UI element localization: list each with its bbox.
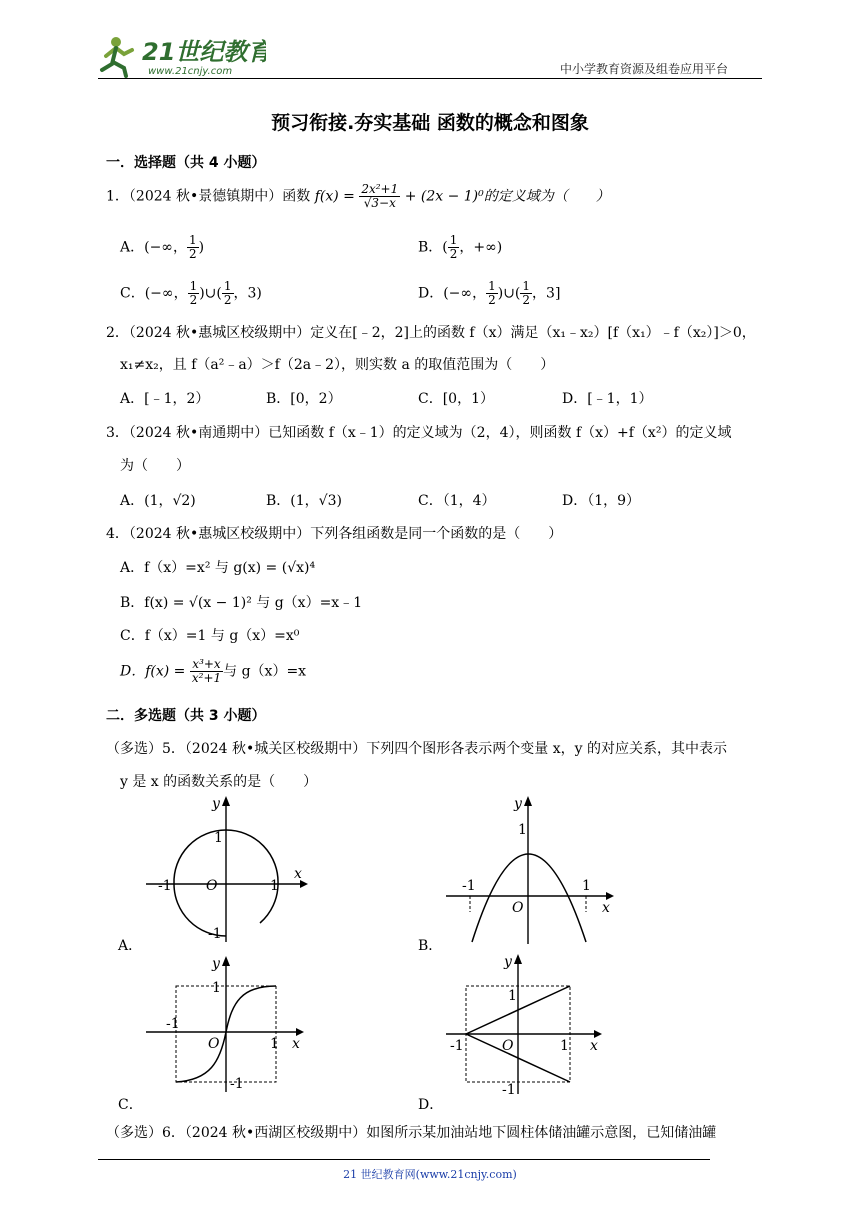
- q1-a-end: ): [198, 239, 205, 256]
- header-divider: [98, 78, 762, 79]
- graph-c-figure: [140, 952, 310, 1098]
- graph-b-y-one: 1: [518, 822, 527, 838]
- q1-b-text: B．(: [418, 239, 448, 256]
- question-3-line-1: 3．（2024 秋•南通期中）已知函数 f（x﹣1）的定义域为（2，4），则函数 f（x）+f（x²）的定义域: [106, 425, 732, 441]
- graph-b-figure: [440, 792, 620, 948]
- footer-text[interactable]: 21 世纪教育网(www.21cnjy.com): [343, 1168, 517, 1181]
- graph-c-y-one: 1: [212, 980, 221, 996]
- runner-logo-icon: [96, 34, 266, 78]
- q1-d-half2: [520, 280, 532, 307]
- logo-url-text: www.21cnjy.com: [148, 66, 233, 77]
- section-heading-single-choice: 一．选择题（共 4 小题）: [106, 155, 266, 171]
- graph-a-label[interactable]: A．: [118, 938, 143, 954]
- graph-a-y-label: y: [212, 796, 220, 812]
- q1-c-half1: [188, 280, 200, 307]
- graph-a-y-neg-one: -1: [208, 926, 222, 942]
- question-3-line-2: 为（ ）: [120, 458, 190, 474]
- half-num: 1: [449, 233, 458, 247]
- question-2-line-1: 2．（2024 秋•惠城区校级期中）定义在[﹣2，2]上的函数 f（x）满足（x₁﹣x₂）[f（x₁）﹣f（x₂）]＞0，: [106, 325, 756, 341]
- q4-option-a[interactable]: A．f（x）=x² 与 g(x) = (√x)⁴: [120, 560, 316, 576]
- graph-d-label[interactable]: D．: [418, 1097, 444, 1113]
- graph-d[interactable]: [440, 952, 610, 1098]
- half-den: 2: [449, 247, 458, 261]
- half-den: 2: [488, 293, 496, 307]
- q2-option-b[interactable]: B．[0，2）: [266, 391, 342, 407]
- q1-d-text: D．(−∞，: [418, 285, 487, 302]
- q3-option-d[interactable]: D．（1，9）: [562, 493, 641, 509]
- half-den: 2: [188, 247, 197, 261]
- q4-option-d[interactable]: [120, 658, 306, 685]
- half-den: 2: [189, 293, 198, 307]
- q1-tail: + (2x − 1)⁰的定义域为（ ）: [404, 188, 610, 205]
- q1-a-half: [187, 234, 199, 261]
- graph-c-y-label: y: [212, 956, 220, 972]
- half-num: 1: [223, 279, 232, 293]
- graph-c-label[interactable]: C．: [118, 1097, 143, 1113]
- page-title: 预习衔接.夯实基础 函数的概念和图象: [271, 112, 589, 134]
- half-num: 1: [188, 233, 197, 247]
- q2-option-c[interactable]: C．[0，1）: [418, 391, 494, 407]
- graph-c-y-neg-one: -1: [230, 1076, 244, 1092]
- graph-b-x-neg-one: -1: [462, 878, 476, 894]
- half-den: 2: [223, 293, 232, 307]
- graph-d-x-one: 1: [560, 1038, 569, 1054]
- site-logo: [96, 34, 266, 78]
- graph-b-label[interactable]: B．: [418, 938, 443, 954]
- q1-d-half1: [486, 280, 498, 307]
- graph-d-origin: O: [502, 1038, 514, 1054]
- q1-option-c[interactable]: [120, 280, 262, 307]
- q3-option-b[interactable]: B．(1，√3): [266, 493, 342, 509]
- q1-d-end: ，3]: [532, 285, 561, 302]
- q1-option-a[interactable]: [120, 234, 204, 261]
- q1-b-end: ，+∞): [459, 239, 503, 256]
- question-6-line-1: （多选）6．（2024 秋•西湖区校级期中）如图所示某加油站地下圆柱体储油罐示意图，已知储油罐: [106, 1125, 717, 1141]
- q4-d-num: x³+x: [190, 658, 223, 672]
- platform-name: 中小学教育资源及组卷应用平台: [560, 62, 729, 76]
- q4-d-fraction: [190, 658, 223, 685]
- graph-d-figure: [440, 952, 610, 1098]
- q1-frac-den: √3−x: [363, 196, 396, 210]
- graph-a[interactable]: [140, 792, 310, 948]
- q1-d-mid: )∪(: [497, 285, 521, 302]
- question-5-line-2: y 是 x 的函数关系的是（ ）: [120, 774, 318, 790]
- graph-c-origin: O: [208, 1036, 220, 1052]
- q2-option-a[interactable]: A．[﹣1，2）: [120, 391, 210, 407]
- q4-option-b[interactable]: B．f(x) = √(x − 1)² 与 g（x）=x﹣1: [120, 595, 363, 611]
- q1-c-half2: [222, 280, 234, 307]
- q1-prefix: 1．（2024 秋•景德镇期中）函数: [106, 188, 311, 205]
- graph-a-x-label: x: [294, 866, 302, 882]
- graph-b-y-label: y: [514, 796, 522, 812]
- graph-a-x-one: 1: [270, 878, 279, 894]
- graph-b-x-one: 1: [582, 878, 591, 894]
- q1-a-text: A．(−∞，: [120, 239, 187, 256]
- graph-c-x-neg-one: -1: [166, 1016, 180, 1032]
- graph-c[interactable]: [140, 952, 310, 1098]
- q4-d-pre: D．f(x) =: [120, 663, 186, 680]
- q1-c-text: C．(−∞，: [120, 285, 188, 302]
- q1-c-end: ，3): [233, 285, 262, 302]
- q4-d-den: x²+1: [191, 671, 222, 685]
- graph-d-y-one: 1: [508, 988, 517, 1004]
- q1-c-mid: )∪(: [199, 285, 222, 302]
- graph-a-origin: O: [206, 878, 218, 894]
- graph-d-y-label: y: [504, 954, 512, 970]
- question-5-line-1: （多选）5．（2024 秋•城关区校级期中）下列四个图形各表示两个变量 x，y 的对应关系，其中表示: [106, 741, 727, 757]
- graph-b-x-label: x: [602, 900, 610, 916]
- graph-a-x-neg-one: -1: [158, 878, 172, 894]
- question-4-stem: 4．（2024 秋•惠城区校级期中）下列各组函数是同一个函数的是（ ）: [106, 526, 563, 542]
- graph-c-x-label: x: [292, 1036, 300, 1052]
- q1-option-b[interactable]: [418, 234, 502, 261]
- footer-divider: [98, 1159, 710, 1160]
- graph-c-x-one: 1: [270, 1036, 279, 1052]
- graph-b-origin: O: [512, 900, 524, 916]
- q3-option-c[interactable]: C．（1，4）: [418, 493, 496, 509]
- logo-text: 21世纪教育: [142, 38, 266, 66]
- question-2-line-2: x₁≠x₂，且 f（a²﹣a）＞f（2a﹣2），则实数 a 的取值范围为（ ）: [120, 357, 555, 373]
- graph-b[interactable]: [440, 792, 620, 948]
- half-num: 1: [522, 279, 531, 293]
- q1-fraction: [359, 183, 400, 210]
- q1-frac-num: 2x²+1: [361, 182, 399, 196]
- graph-d-x-label: x: [590, 1038, 598, 1054]
- q4-option-c[interactable]: C．f（x）=1 与 g（x）=x⁰: [120, 628, 300, 644]
- q1-option-d[interactable]: [418, 280, 560, 307]
- q2-option-d[interactable]: D．[﹣1，1）: [562, 391, 653, 407]
- q1-func: f(x) =: [314, 188, 355, 205]
- graph-a-y-one: 1: [214, 830, 223, 846]
- question-1-stem: [106, 183, 610, 210]
- half-num: 1: [189, 279, 198, 293]
- graph-a-figure: [140, 792, 310, 948]
- section-heading-multi-choice: 二．多选题（共 3 小题）: [106, 708, 266, 724]
- q3-option-a[interactable]: A．(1，√2): [120, 493, 196, 509]
- half-den: 2: [522, 293, 531, 307]
- q4-d-post: 与 g（x）=x: [223, 663, 307, 680]
- q1-b-half: [448, 234, 460, 261]
- graph-d-y-neg-one: -1: [502, 1082, 516, 1098]
- graph-d-x-neg-one: -1: [450, 1038, 464, 1054]
- half-num: 1: [488, 279, 496, 293]
